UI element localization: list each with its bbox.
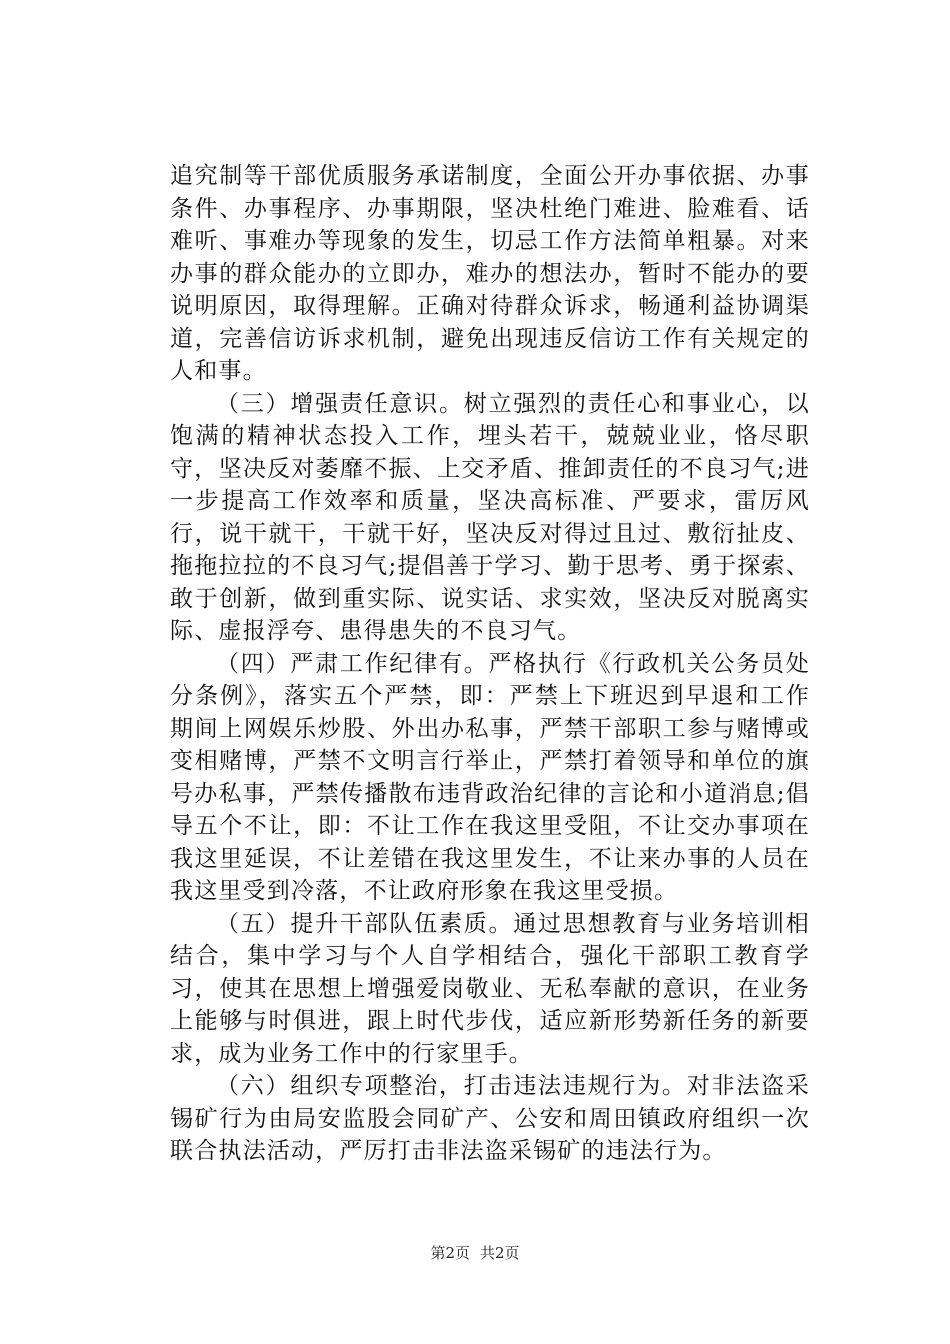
paragraph-section-5: （五）提升干部队伍素质。通过思想教育与业务培训相结合，集中学习与个人自学相结合，强化干部职工教育学习，使其在思想上增强爱岗敬业、无私奉献的意识，在业务上能够与时俱进，跟上时代步伐，适应新形势新任务的新要求，成为业务工作中的行家里手。: [170, 910, 810, 1067]
paragraph-section-4: （四）严肃工作纪律有。严格执行《行政机关公务员处分条例》，落实五个严禁，即：严禁上下班迟到早退和工作期间上网娱乐炒股、外出办私事，严禁干部职工参与赌博或变相赌博，严禁不文明言行举止，严禁打着领导和单位的旗号办私事，严禁传播散布违背政治纪律的言论和小道消息;倡导五个不让，即：不让工作在我这里受阻，不让交办事项在我这里延误，不让差错在我这里发生，不让来办事的人员在我这里受到冷落，不让政府形象在我这里受损。: [170, 650, 810, 904]
paragraph-continuation: 追究制等干部优质服务承诺制度，全面公开办事依据、办事条件、办事程序、办事期限，坚决杜绝门难进、脸难看、话难听、事难办等现象的发生，切忌工作方法简单粗暴。对来办事的群众能办的立即办，难办的想法办，暂时不能办的要说明原因，取得理解。正确对待群众诉求，畅通利益协调渠道，完善信访诉求机制，避免出现违反信访工作有关规定的人和事。: [170, 163, 810, 384]
paragraph-section-3: （三）增强责任意识。树立强烈的责任心和事业心，以饱满的精神状态投入工作，埋头若干，兢兢业业，恪尽职守，坚决反对萎靡不振、上交矛盾、推卸责任的不良习气;进一步提高工作效率和质量，坚决高标准、严要求，雷厉风行，说干就干，干就干好，坚决反对得过且过、敷衍扯皮、拖拖拉拉的不良习气;提倡善于学习、勤于思考、勇于探索、敢于创新，做到重实际、说实话、求实效，坚决反对脱离实际、虚报浮夸、患得患失的不良习气。: [170, 390, 810, 644]
page-total: 共2页: [480, 1244, 520, 1262]
paragraph-section-6: （六）组织专项整治，打击违法违规行为。对非法盗采锡矿行为由局安监股会同矿产、公安和周田镇政府组织一次联合执法活动，严厉打击非法盗采锡矿的违法行为。: [170, 1073, 810, 1164]
document-body: [170, 160, 810, 1168]
page-footer: [0, 1243, 950, 1263]
page-number: 第2页: [430, 1244, 470, 1262]
